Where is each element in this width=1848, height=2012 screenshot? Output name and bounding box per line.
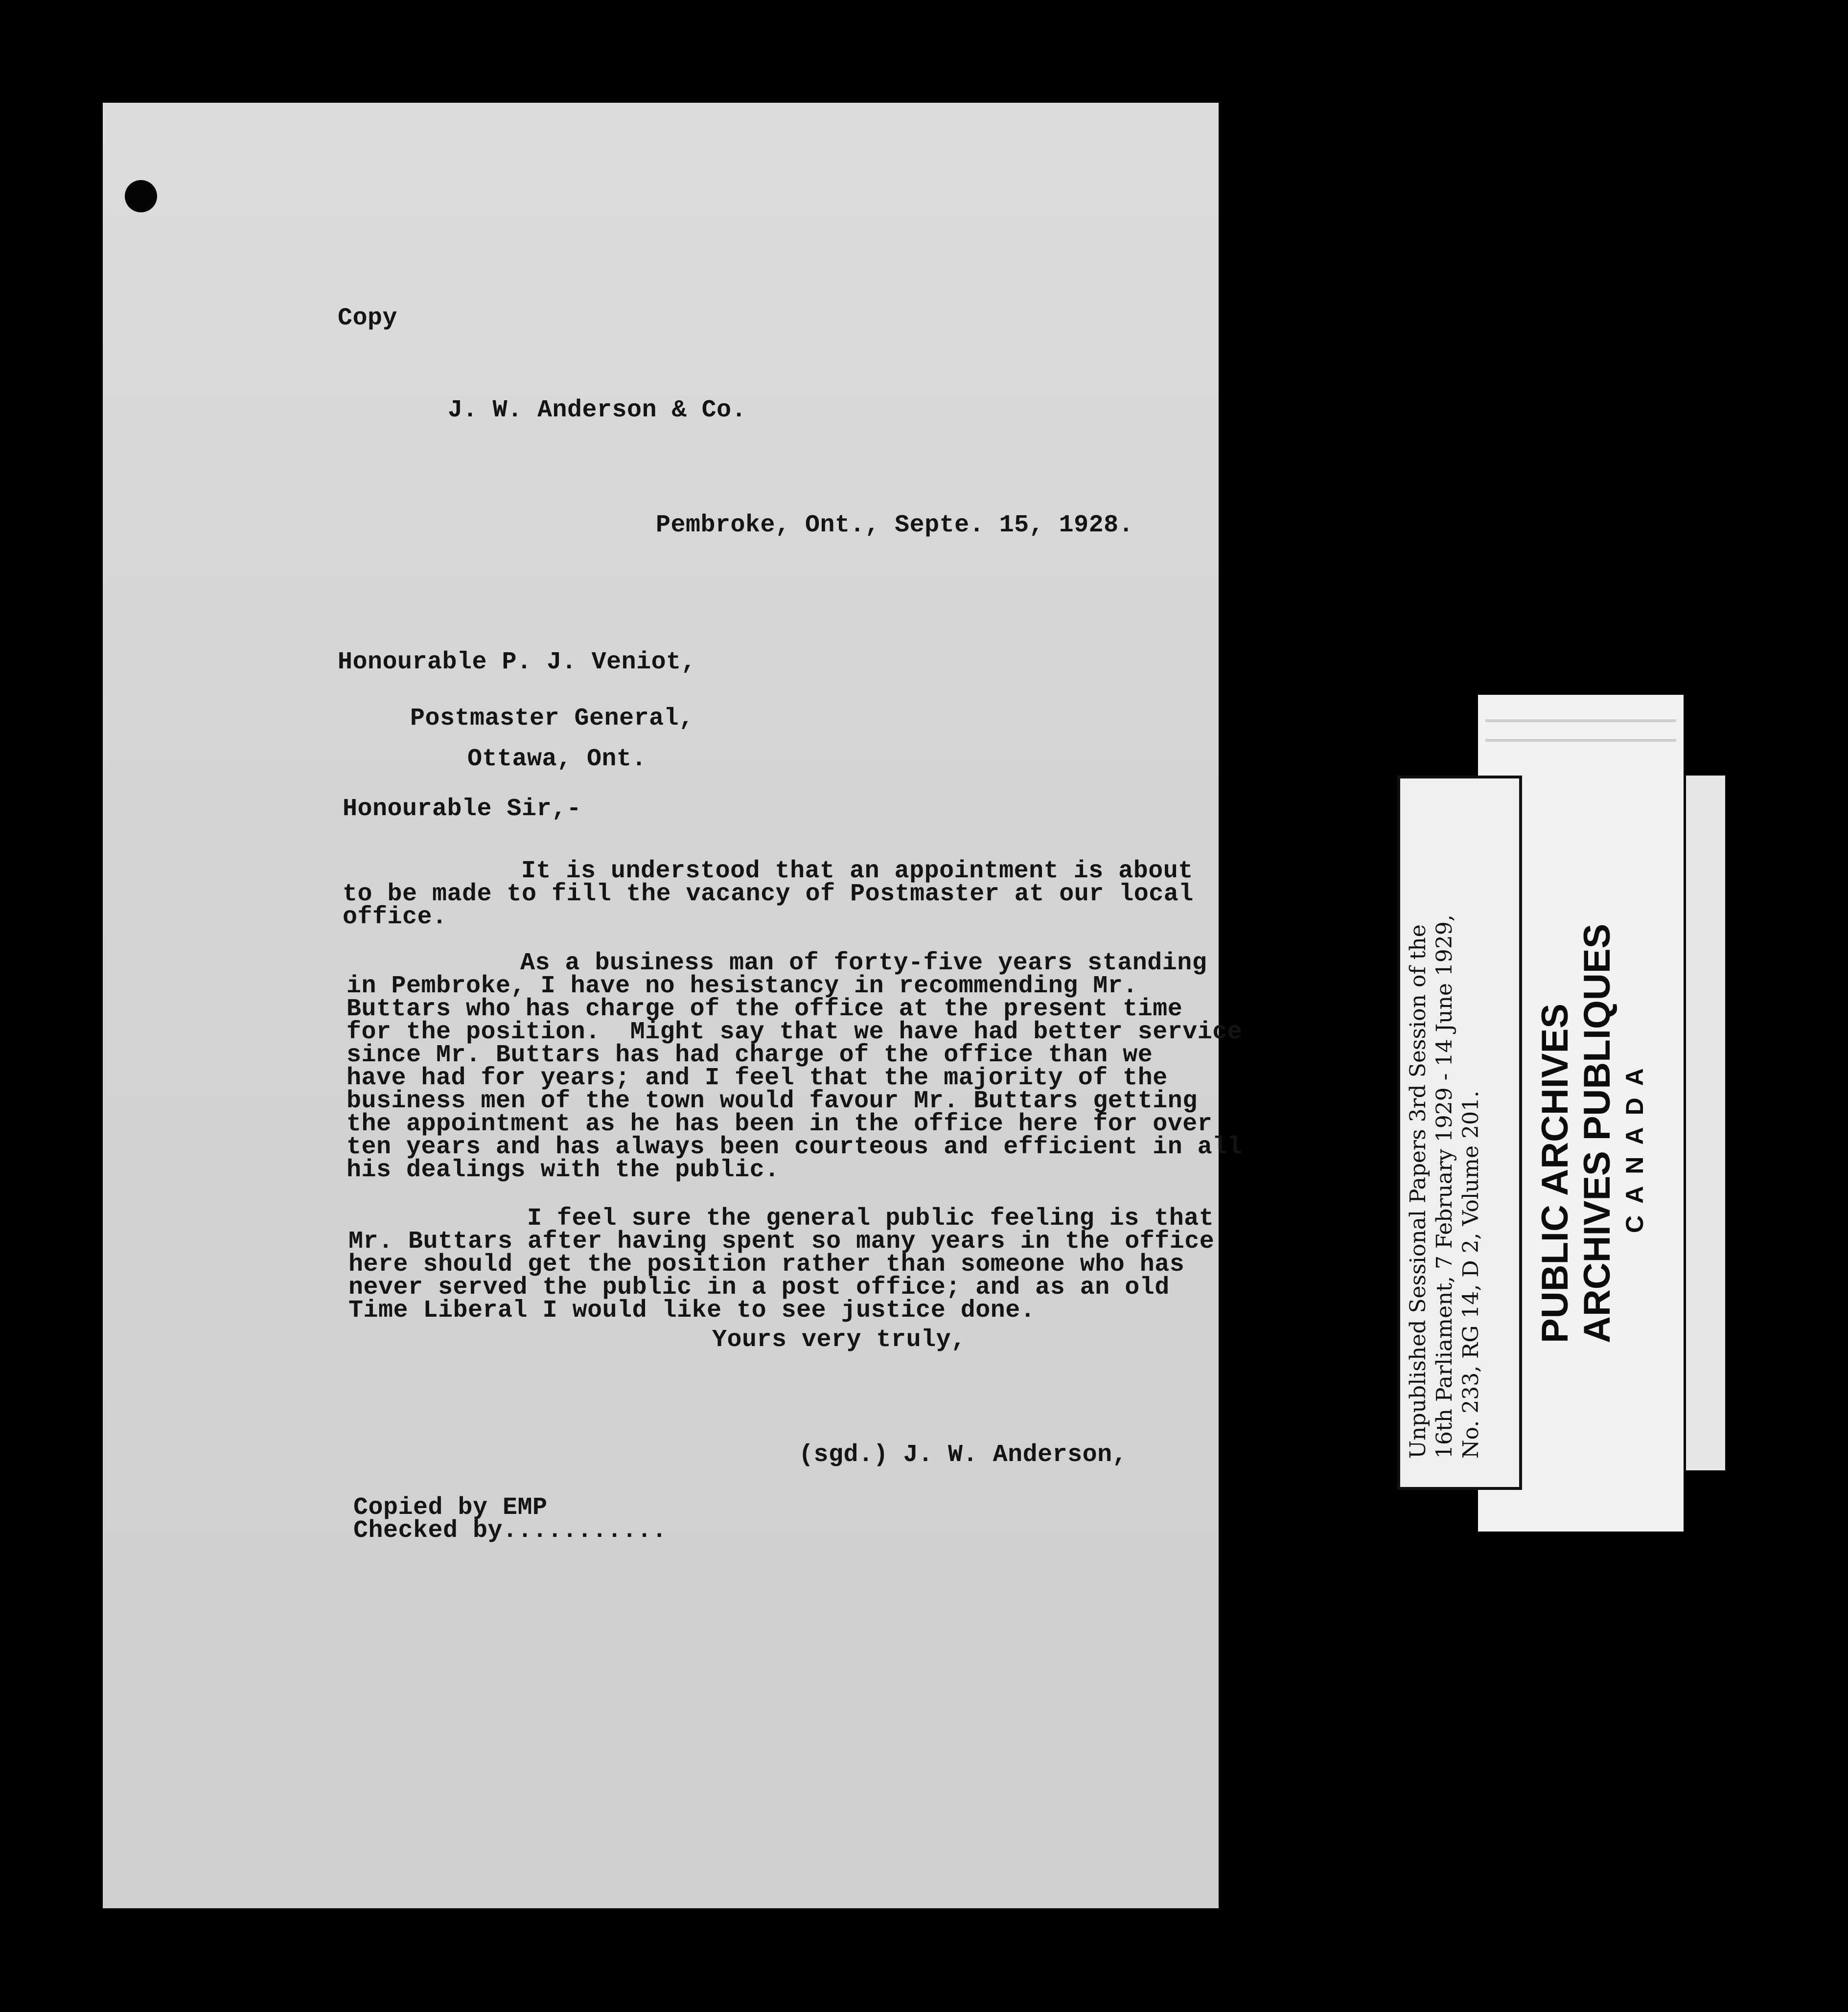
card-fold-line bbox=[1485, 719, 1676, 722]
archive-stamp-text bbox=[1534, 924, 1618, 1343]
paragraph-line: have had for years; and I feel that the majority of the bbox=[346, 1064, 1168, 1092]
copied-by: Copied by EMP bbox=[353, 1494, 548, 1522]
paragraph-2 bbox=[346, 929, 1242, 1205]
paragraph-line: business men of the town would favour Mr. Buttars getting bbox=[346, 1087, 1198, 1115]
copy-label: Copy bbox=[338, 304, 398, 332]
paragraph-line: office. bbox=[343, 903, 447, 931]
source-line: Unpublished Sessional Papers 3rd Session of the bbox=[1406, 924, 1431, 1459]
paragraph-line: It is understood that an appointment is about bbox=[521, 857, 1193, 885]
paragraph-line: Buttars who has charge of the office at the present time bbox=[346, 995, 1183, 1023]
paragraph-line: Mr. Buttars after having spent so many years in the office bbox=[348, 1228, 1215, 1256]
paragraph-line: ten years and has always been courteous and efficient in all bbox=[346, 1133, 1243, 1161]
paragraph-3 bbox=[348, 1184, 1214, 1345]
company-name: J. W. Anderson & Co. bbox=[448, 396, 747, 424]
paragraph-line: the appointment as he has been in the office here for over bbox=[346, 1110, 1213, 1138]
source-reference-label bbox=[1397, 776, 1522, 1490]
paragraph-line: his dealings with the public. bbox=[346, 1156, 780, 1184]
paragraph-line: never served the public in a post office; and as an old bbox=[348, 1274, 1170, 1302]
card-fold-line bbox=[1485, 739, 1676, 742]
source-line: 16th Parliament, 7 February 1929 - 14 June 1929, bbox=[1432, 915, 1457, 1459]
addressee-title: Postmaster General, bbox=[410, 705, 694, 732]
paragraph-line: since Mr. Buttars has had charge of the office than we bbox=[346, 1041, 1153, 1069]
checked-by: Checked by........... bbox=[353, 1517, 667, 1545]
signature: (sgd.) J. W. Anderson, bbox=[799, 1441, 1128, 1469]
paragraph-line: Time Liberal I would like to see justice done. bbox=[348, 1297, 1036, 1325]
closing: Yours very truly, bbox=[712, 1326, 966, 1354]
punch-hole bbox=[125, 180, 157, 212]
archive-name-fr: ARCHIVES PUBLIQUES bbox=[1576, 923, 1618, 1343]
addressee-city: Ottawa, Ont. bbox=[467, 745, 647, 773]
archive-card-edge bbox=[1686, 776, 1725, 1470]
archive-country: C A N A D A bbox=[1621, 1065, 1648, 1233]
source-line: No. 233, RG 14, D 2, Volume 201. bbox=[1458, 1091, 1483, 1459]
paragraph-line: here should get the position rather than someone who has bbox=[348, 1251, 1185, 1279]
archive-name-en: PUBLIC ARCHIVES bbox=[1534, 1004, 1576, 1343]
salutation: Honourable Sir,- bbox=[343, 795, 582, 823]
paragraph-line: for the position. Might say that we have had better service bbox=[346, 1018, 1243, 1046]
paragraph-line: I feel sure the general public feeling is that bbox=[527, 1205, 1214, 1233]
place-date: Pembroke, Ont., Septe. 15, 1928. bbox=[656, 511, 1134, 539]
addressee-name: Honourable P. J. Veniot, bbox=[338, 648, 696, 676]
paragraph-line: As a business man of forty-five years standing bbox=[520, 949, 1207, 977]
paragraph-line: to be made to fill the vacancy of Postmaster at our local bbox=[343, 880, 1194, 908]
paragraph-line: in Pembroke, I have no hesistancy in recommending Mr. bbox=[346, 972, 1138, 1000]
